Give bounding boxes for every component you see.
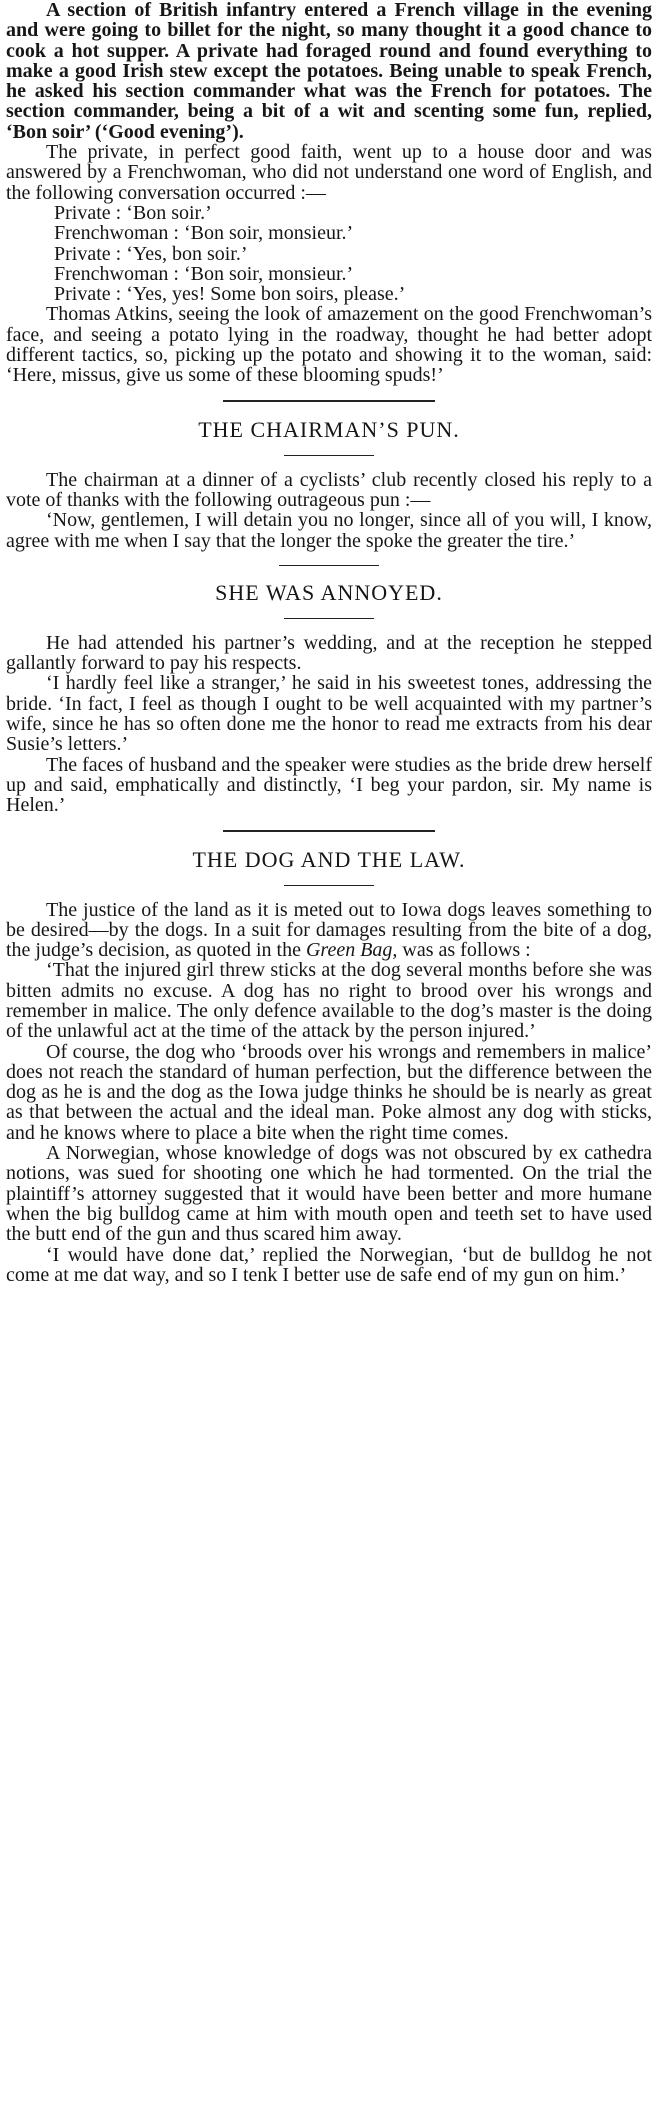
paragraph: ‘Now, gentlemen, I will detain you no longer, since all of you will, I know, agree with me when I say that the longer the spoke the greater the tire.’	[6, 509, 652, 552]
story-french-potatoes	[6, 0, 652, 386]
paragraph-text: was as follows :	[397, 939, 531, 962]
conversation-line: Private : ‘Bon soir.’	[54, 201, 212, 224]
story-title: SHE WAS ANNOYED.	[215, 579, 443, 605]
paragraph-text: The justice of the land as it is meted out to Iowa dogs leaves something to be desired—by the dogs. In a suit for damages resulting from the bite of a dog, the judge’s decision, as quoted in the	[6, 898, 652, 962]
conversation-line: Private : ‘Yes, bon soir.’	[54, 242, 248, 265]
publication-name: Green Bag,	[305, 939, 398, 962]
paragraph	[6, 900, 652, 961]
paragraph: The chairman at a dinner of a cyclists’ club recently closed his reply to a vote of thanks with the following outrageous pun :—	[6, 468, 652, 511]
story-title: THE CHAIRMAN’S PUN.	[198, 416, 460, 442]
story-chairmans-pun	[6, 417, 652, 551]
story-she-was-annoyed	[6, 580, 652, 816]
paragraph: ‘I would have done dat,’ replied the Norwegian, ‘but de bulldog he not come at me dat way, and so I tenk I better use de safe end of my gun on him.’	[6, 1243, 652, 1286]
conversation-line: Frenchwoman : ‘Bon soir, monsieur.’	[54, 222, 354, 245]
paragraph: A section of British infantry entered a French village in the evening and were going to billet for the night, so many thought it a good chance to cook a hot supper. A private had foraged round and found everything to make a good Irish stew except the potatoes. Being unable to speak French, he asked his section commander what was the French for potatoes. The section commander, being a bit of a wit and scenting some fun, replied, ‘Bon soir’ (‘Good evening’).	[6, 0, 652, 143]
paragraph: The faces of husband and the speaker were studies as the bride drew herself up and said, emphatically and distinctly, ‘I beg your pardon, sir. My name is Helen.’	[6, 753, 652, 817]
story-title: THE DOG AND THE LAW.	[192, 846, 466, 872]
paragraph: He had attended his partner’s wedding, and at the reception he stepped gallantly forward to pay his respects.	[6, 631, 652, 675]
conversation-line: Private : ‘Yes, yes! Some bon soirs, please.’	[54, 283, 406, 306]
paragraph: A Norwegian, whose knowledge of dogs was not obscured by ex cathedra notions, was sued for shooting one which he had tormented. On the trial the plaintiff’s attorney suggested that it would have been better and more humane when the big bulldog came at him with mouth open and teeth set to have used the butt end of the gun and thus scared him away.	[6, 1142, 652, 1246]
paragraph: Thomas Atkins, seeing the look of amazement on the good Frenchwoman’s face, and seeing a potato lying in the roadway, thought he had better adopt different tactics, so, picking up the potato and showing it to the woman, said: ‘Here, missus, give us some of these blooming spuds!’	[6, 303, 652, 387]
story-dog-and-law	[6, 847, 652, 1286]
paragraph: ‘I hardly feel like a stranger,’ he said in his sweetest tones, addressing the bride. ‘In fact, I feel as though I ought to be well acquainted with my partner’s wife, since he has so often done me the honor to read me extracts from his dear Susie’s letters.’	[6, 672, 652, 756]
paragraph: The private, in perfect good faith, went up to a house door and was answered by a Frenchwoman, who did not understand one word of English, and the following conversation occurred :—	[6, 141, 652, 204]
conversation-line: Frenchwoman : ‘Bon soir, monsieur.’	[54, 262, 354, 285]
paragraph: Of course, the dog who ‘broods over his wrongs and remembers in malice’ does not reach the standard of human perfection, but the difference between the dog as he is and the dog as the Iowa judge thinks he should be is nearly as great as that between the actual and the ideal man. Poke almost any dog with sticks, and he knows where to place a bite when the right time comes.	[6, 1040, 652, 1144]
paragraph: ‘That the injured girl threw sticks at the dog several months before she was bitten admits no excuse. A dog has no right to brood over his wrongs and remember in malice. The only defence available to the dog’s master is the doing of the unlawful act at the time of the attack by the person injured.’	[6, 959, 652, 1043]
